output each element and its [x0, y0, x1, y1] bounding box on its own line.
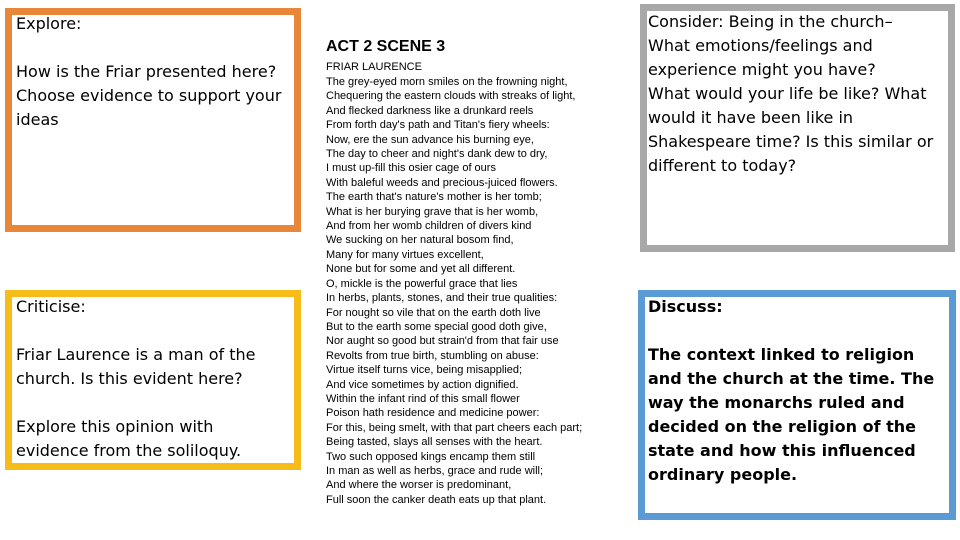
- consider-heading-and-questions: [648, 10, 948, 82]
- criticise-task: Explore this opinion with evidence from the soliloquy.: [16, 417, 242, 460]
- soliloquy-line: Being tasted, slays all senses with the heart.: [326, 436, 543, 449]
- consider-questions: What emotions/feelings and experience might you have?: [648, 36, 876, 79]
- soliloquy-line: O, mickle is the powerful grace that lies: [326, 277, 518, 290]
- soliloquy-line: And flecked darkness like a drunkard reels: [326, 104, 534, 117]
- consider-body: What would your life be like? What would it have been like in Shakespeare time? Is this similar or different to today?: [648, 84, 934, 175]
- explore-heading: Explore:: [16, 14, 82, 33]
- discuss-heading: Discuss:: [648, 297, 723, 316]
- soliloquy-line: The grey-eyed morn smiles on the frowning night,: [326, 76, 568, 88]
- soliloquy-text: [326, 75, 588, 507]
- soliloquy-line: We sucking on her natural bosom find,: [326, 234, 514, 247]
- soliloquy-line: In man as well as herbs, grace and rude will;: [326, 464, 544, 477]
- explore-question: How is the Friar presented here? Choose evidence to support your ideas: [16, 62, 282, 129]
- soliloquy-line: Virtue itself turns vice, being misapplied;: [326, 364, 523, 377]
- soliloquy-line: The day to cheer and night's dank dew to dry,: [326, 148, 548, 161]
- soliloquy-line: The earth that's nature's mother is her tomb;: [326, 191, 542, 204]
- soliloquy-line: Chequering the eastern clouds with streaks of light,: [326, 90, 576, 103]
- soliloquy-line: Many for many virtues excellent,: [326, 248, 484, 261]
- speaker-name: FRIAR LAURENCE: [326, 61, 422, 73]
- soliloquy-line: And from her womb children of divers kind: [326, 220, 532, 233]
- soliloquy-line: But to the earth some special good doth give,: [326, 320, 547, 333]
- soliloquy-line: Now, ere the sun advance his burning eye,: [326, 133, 534, 146]
- scene-title: ACT 2 SCENE 3: [326, 38, 446, 55]
- soliloquy-line: Two such opposed kings encamp them still: [326, 450, 536, 463]
- soliloquy-line: I must up-fill this osier cage of ours: [326, 162, 496, 175]
- criticise-heading: Criticise:: [16, 297, 86, 316]
- soliloquy-line: None but for some and yet all different.: [326, 263, 516, 276]
- soliloquy-line: With baleful weeds and precious-juiced flowers.: [326, 176, 558, 189]
- soliloquy-line: And vice sometimes by action dignified.: [326, 378, 519, 391]
- consider-heading: Consider: Being in the church–: [648, 12, 893, 31]
- discuss-body: The context linked to religion and the church at the time. The way the monarchs ruled and decided on the religion of the state and how this influenced ordinary people.: [648, 345, 935, 484]
- soliloquy-line: Within the infant rind of this small flower: [326, 392, 520, 405]
- soliloquy-line: What is her burying grave that is her womb,: [326, 205, 539, 218]
- soliloquy-line: Nor aught so good but strain'd from that fair use: [326, 335, 559, 348]
- soliloquy-line: And where the worser is predominant,: [326, 479, 512, 492]
- criticise-statement: Friar Laurence is a man of the church. Is this evident here?: [16, 345, 256, 388]
- soliloquy-line: Poison hath residence and medicine power:: [326, 407, 540, 420]
- soliloquy-line: From forth day's path and Titan's fiery wheels:: [326, 119, 550, 132]
- soliloquy-line: Revolts from true birth, stumbling on abuse:: [326, 349, 539, 362]
- soliloquy-line: For nought so vile that on the earth doth live: [326, 306, 541, 319]
- soliloquy-line: Full soon the canker death eats up that plant.: [326, 493, 547, 506]
- soliloquy-line: In herbs, plants, stones, and their true qualities:: [326, 292, 558, 305]
- soliloquy-line: For this, being smelt, with that part cheers each part;: [326, 421, 583, 434]
